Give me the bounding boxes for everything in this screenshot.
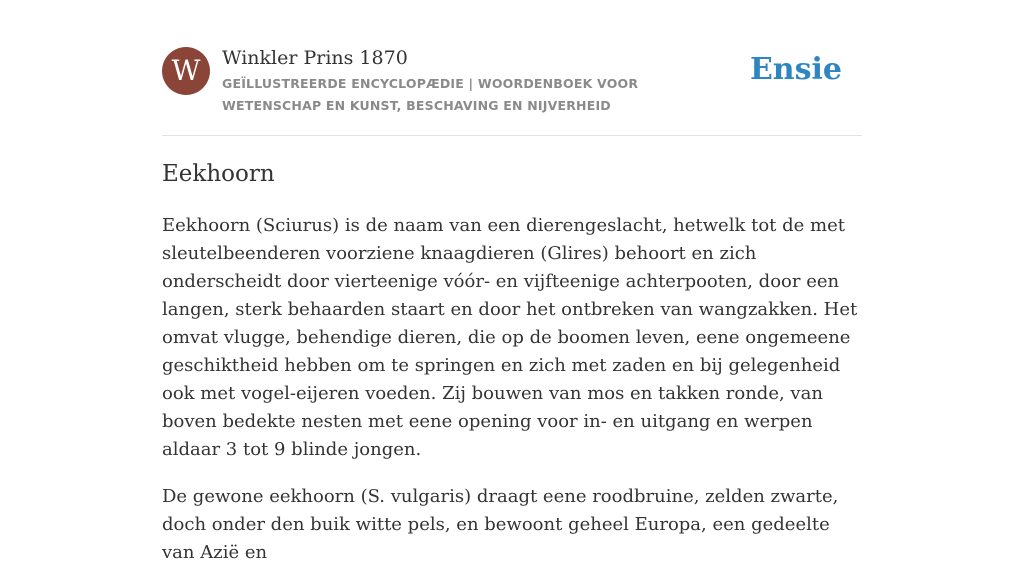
ensie-logo[interactable]: Ensie <box>749 52 842 87</box>
article-paragraph: Eekhoorn (Sciurus) is de naam van een dierengeslacht, hetwelk tot de met sleutelbeenderen voorziene knaagdieren (Glires) behoort en zich onderscheidt door vierteenige vóór- en vijfteenige achterpooten, door een langen, sterk behaarden staart en door het ontbreken van wangzakken. Het omvat vlugge, behendige dieren, die op de boomen leven, eene ongemeene geschiktheid hebben om te springen en zich met zaden en bij gelegenheid ook met vogel-eijeren voeden. Zij bouwen van mos en takken ronde, van boven bedekte nesten met eene opening voor in- en uitgang en werpen aldaar 3 tot 9 blinde jongen. <box>162 215 858 460</box>
source-header <box>162 46 862 116</box>
source-title[interactable]: Winkler Prins 1870 <box>222 47 408 69</box>
source-avatar[interactable]: W <box>162 47 210 95</box>
article-paragraph: De gewone eekhoorn (S. vulgaris) draagt eene roodbruine, zelden zwarte, doch onder den buik witte pels, en bewoont geheel Europa, een gedeelte van Azië en <box>162 486 839 563</box>
source-subtitle: GEÏLLUSTREERDE ENCYCLOPÆDIE | WOORDENBOEK VOOR WETENSCHAP EN KUNST, BESCHAVING EN NIJVERHEID <box>222 76 639 113</box>
article-title: Eekhoorn <box>162 161 275 187</box>
article-body <box>162 212 862 586</box>
header-divider <box>162 135 862 136</box>
